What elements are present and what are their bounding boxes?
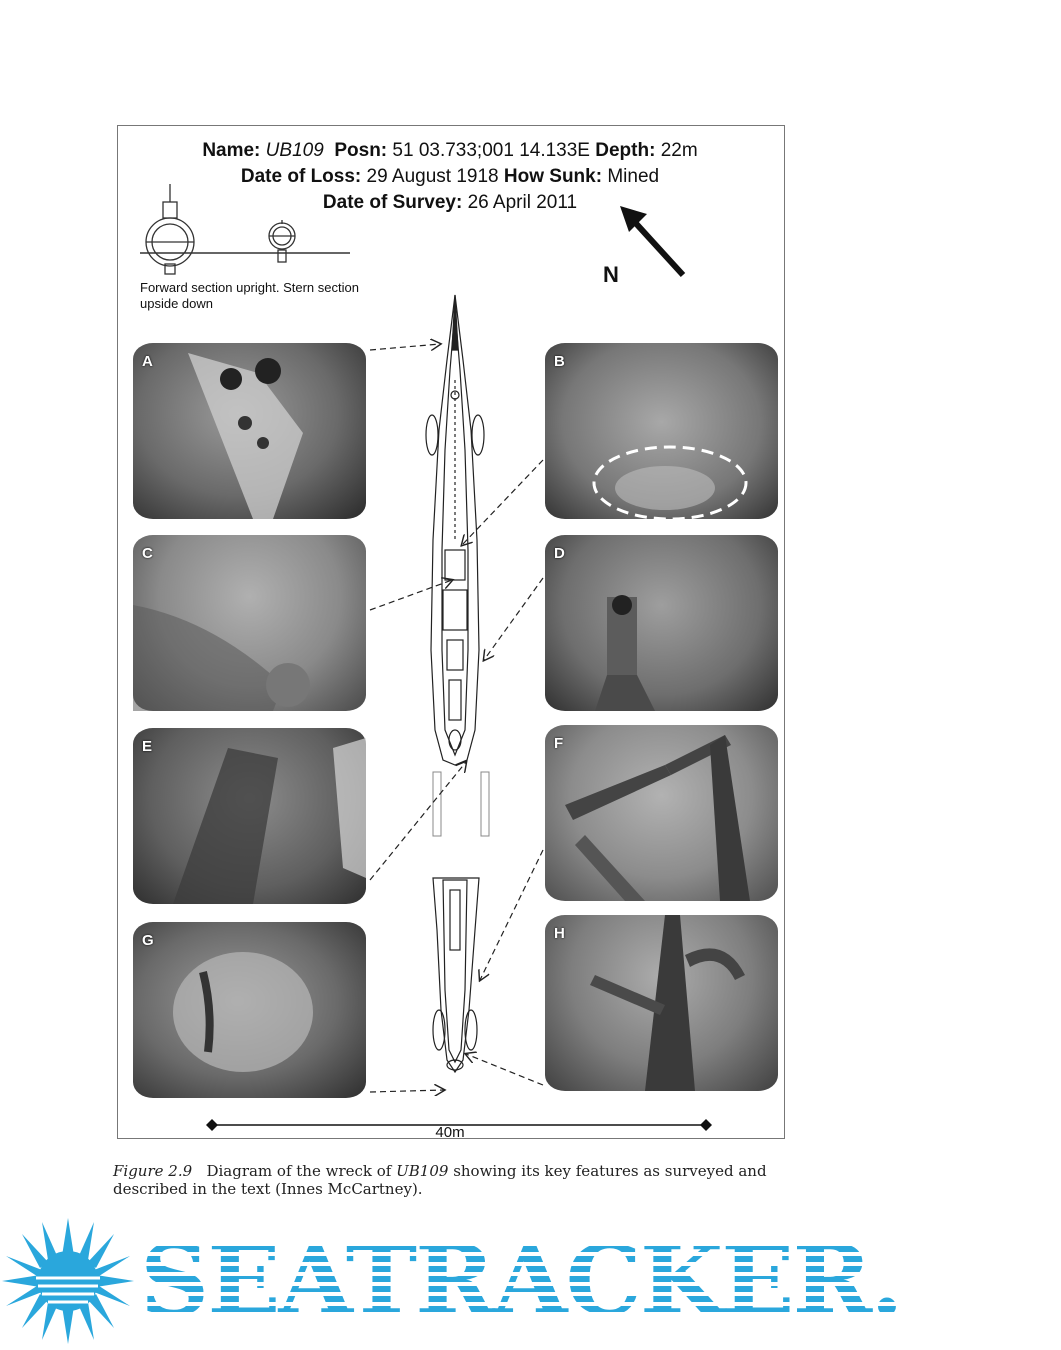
leader-f xyxy=(480,850,543,980)
sunk-label: How Sunk: xyxy=(503,166,603,187)
depth-value: 22m xyxy=(660,140,698,161)
caption-text-after: showing its key features as surveyed and described in the text (Innes McCartney). xyxy=(113,1162,767,1198)
section-note: Forward section upright. Stern section upside down xyxy=(140,280,359,311)
watermark-text: SEATRACKER.RU xyxy=(140,1224,1061,1337)
leader-g xyxy=(370,1090,444,1092)
photo-c xyxy=(133,535,366,711)
photo-b-label: B xyxy=(554,353,565,370)
photo-f xyxy=(545,725,778,901)
loss-label: Date of Loss: xyxy=(240,166,362,187)
photo-h xyxy=(545,915,778,1091)
scale-label: 40m xyxy=(435,1124,465,1141)
photo-d-label: D xyxy=(554,545,565,562)
photo-e-label: E xyxy=(142,738,153,755)
depth-label: Depth: xyxy=(595,140,656,161)
photo-d xyxy=(545,535,778,711)
loss-value: 29 August 1918 xyxy=(366,166,499,187)
photo-e xyxy=(133,728,366,904)
posn-value: 51 03.733;001 14.133E xyxy=(392,140,590,161)
leader-a xyxy=(370,344,440,350)
survey-value: 26 April 2011 xyxy=(467,192,578,213)
north-label: N xyxy=(603,262,619,287)
leader-h xyxy=(466,1054,543,1085)
name-label: Name: xyxy=(202,140,261,161)
photo-c-label: C xyxy=(142,545,153,562)
sun-wave-icon xyxy=(0,1216,138,1346)
survey-label: Date of Survey: xyxy=(322,192,463,213)
name-value: UB109 xyxy=(265,140,324,161)
posn-label: Posn: xyxy=(334,140,388,161)
caption-text-before: Diagram of the wreck of xyxy=(206,1162,392,1180)
caption-vessel: UB109 xyxy=(396,1162,449,1180)
leader-e xyxy=(370,762,466,880)
photo-a-label: A xyxy=(142,353,153,370)
sunk-value: Mined xyxy=(607,166,660,187)
leader-c xyxy=(370,580,452,610)
leader-d xyxy=(484,578,543,660)
figure-caption xyxy=(113,1162,793,1198)
photo-a xyxy=(133,343,366,519)
photo-b xyxy=(545,343,778,519)
photo-g-label: G xyxy=(142,932,154,949)
photo-h-label: H xyxy=(554,925,565,942)
caption-figure-number: Figure 2.9 xyxy=(113,1162,193,1180)
leader-b xyxy=(462,460,543,545)
photo-f-label: F xyxy=(554,735,564,752)
photo-g xyxy=(133,922,366,1098)
